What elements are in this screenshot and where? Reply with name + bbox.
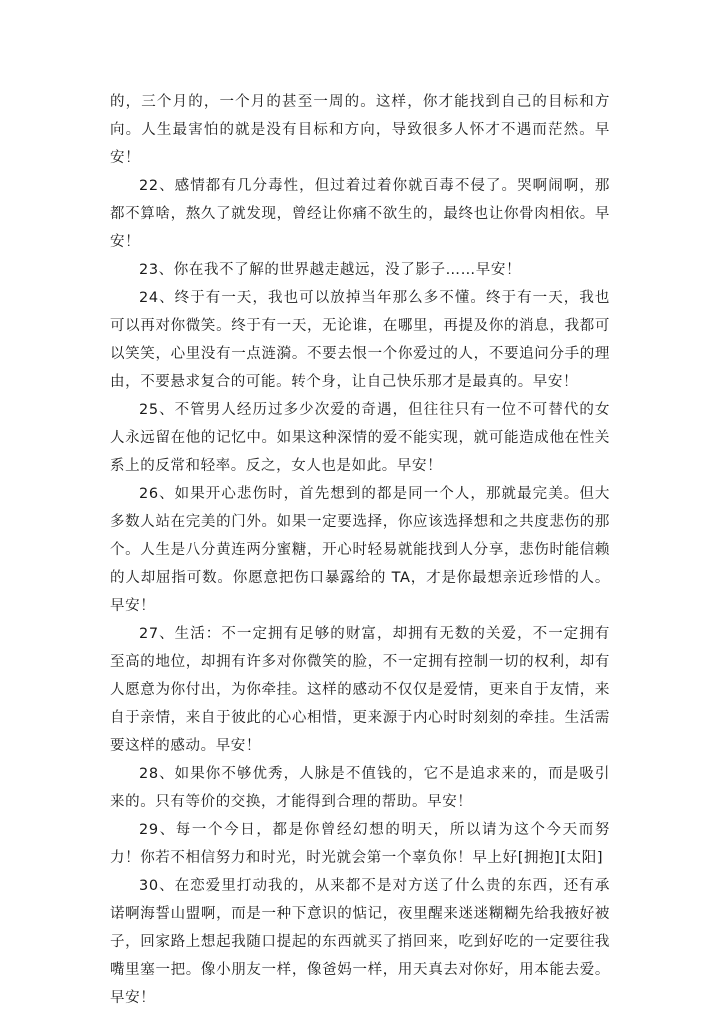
paragraph-continuation: 的，三个月的，一个月的甚至一周的。这样，你才能找到自己的目标和方向。人生最害怕的就是没有目标和方向，导致很多人怀才不遇而茫然。早安！: [110, 94, 610, 166]
paragraph-23: 23、你在我不了解的世界越走越远，没了影子……早安！: [139, 262, 522, 278]
paragraph-28: 28、如果你不够优秀，人脉是不值钱的，它不是追求来的，而是吸引来的。只有等价的交换，才能得到合理的帮助。早安！: [110, 766, 610, 810]
paragraph-29: 29、每一个今日，都是你曾经幻想的明天，所以请为这个今天而努力！你若不相信努力和时光，时光就会第一个辜负你！早上好[拥抱][太阳]: [110, 822, 610, 866]
document-body: [110, 88, 610, 1012]
paragraph-27: 27、生活：不一定拥有足够的财富，却拥有无数的关爱，不一定拥有至高的地位，却拥有许多对你微笑的脸，不一定拥有控制一切的权利，却有人愿意为你付出，为你牵挂。这样的感动不仅仅是爱情，更来自于友情，来自于亲情，来自于彼此的心心相惜，更来源于内心时时刻刻的牵挂。生活需要这样的感动。早安！: [110, 626, 610, 754]
paragraph-24: 24、终于有一天，我也可以放掉当年那么多不懂。终于有一天，我也可以再对你微笑。终于有一天，无论谁，在哪里，再提及你的消息，我都可以笑笑，心里没有一点涟漪。不要去恨一个你爱过的人，不要追问分手的理由，不要悬求复合的可能。转个身，让自己快乐那才是最真的。早安！: [110, 290, 610, 390]
paragraph-25: 25、不管男人经历过多少次爱的奇遇，但往往只有一位不可替代的女人永远留在他的记忆中。如果这种深情的爱不能实现，就可能造成他在性关系上的反常和轻率。反之，女人也是如此。早安！: [110, 402, 610, 474]
paragraph-22: 22、感情都有几分毒性，但过着过着你就百毒不侵了。哭啊闹啊，那都不算啥，熬久了就发现，曾经让你痛不欲生的，最终也让你骨肉相依。早安！: [110, 178, 610, 250]
paragraph-26: 26、如果开心悲伤时，首先想到的都是同一个人，那就最完美。但大多数人站在完美的门外。如果一定要选择，你应该选择想和之共度悲伤的那个。人生是八分黄连两分蜜糖，开心时轻易就能找到人分享，悲伤时能信赖的人却屈指可数。你愿意把伤口暴露给的 TA，才是你最想亲近珍惜的人。早安！: [110, 486, 610, 614]
paragraph-30: 30、在恋爱里打动我的，从来都不是对方送了什么贵的东西，还有承诺啊海誓山盟啊，而是一种下意识的惦记，夜里醒来迷迷糊糊先给我掖好被子，回家路上想起我随口提起的东西就买了捎回来，吃到好吃的一定要往我嘴里塞一把。像小朋友一样，像爸妈一样，用天真去对你好，用本能去爱。早安！: [110, 878, 610, 1006]
